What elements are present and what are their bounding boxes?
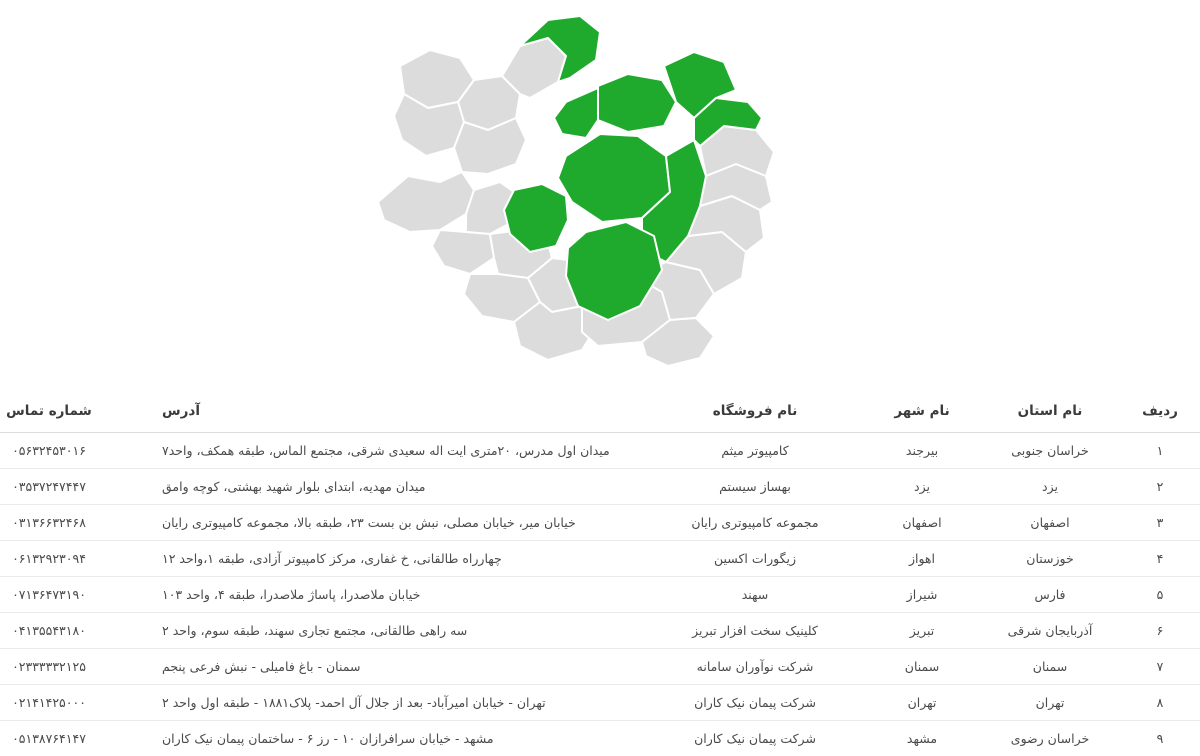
cell-radif: ۷ bbox=[1120, 649, 1200, 685]
cell-shahr: مشهد bbox=[864, 721, 980, 756]
table-row bbox=[0, 433, 1200, 469]
table-row bbox=[0, 541, 1200, 577]
cell-address: چهارراه طالقانی، خ غفاری، مرکز کامپیوتر آزادی، طبقه ۱،واحد ۱۲ bbox=[138, 541, 646, 577]
cell-address: خیابان ملاصدرا، پاساژ ملاصدرا، طبقه ۴، واحد ۱۰۳ bbox=[138, 577, 646, 613]
cell-tel: ۰۴۱۳۵۵۴۳۱۸۰ bbox=[0, 613, 138, 649]
cell-radif: ۴ bbox=[1120, 541, 1200, 577]
cell-shop: مجموعه کامپیوتری رایان bbox=[646, 505, 864, 541]
cell-ostan: فارس bbox=[980, 577, 1120, 613]
table-row bbox=[0, 469, 1200, 505]
cell-tel: ۰۵۱۳۸۷۶۴۱۴۷ bbox=[0, 721, 138, 756]
cell-tel: ۰۶۱۳۲۹۲۳۰۹۴ bbox=[0, 541, 138, 577]
cell-ostan: خوزستان bbox=[980, 541, 1120, 577]
table-row bbox=[0, 649, 1200, 685]
cell-shahr: تهران bbox=[864, 685, 980, 721]
cell-shahr: یزد bbox=[864, 469, 980, 505]
branches-table-container bbox=[0, 392, 1200, 756]
cell-tel: ۰۲۱۴۱۴۲۵۰۰۰ bbox=[0, 685, 138, 721]
table-row bbox=[0, 613, 1200, 649]
cell-address: خیابان میر، خیابان مصلی، نبش بن بست ۲۳، طبقه بالا، مجموعه کامپیوتری رایان bbox=[138, 505, 646, 541]
cell-address: سه راهی طالقانی، مجتمع تجاری سهند، طبقه سوم، واحد ۲ bbox=[138, 613, 646, 649]
cell-ostan: خراسان جنوبی bbox=[980, 433, 1120, 469]
column-header-tel: شماره تماس bbox=[0, 392, 138, 433]
cell-tel: ۰۷۱۳۶۴۷۳۱۹۰ bbox=[0, 577, 138, 613]
cell-address: میدان اول مدرس، ۲۰متری ایت اله سعیدی شرقی، مجتمع الماس، طبقه همکف، واحد۷ bbox=[138, 433, 646, 469]
province-shape bbox=[432, 230, 494, 274]
cell-shop: کامپیوتر میثم bbox=[646, 433, 864, 469]
cell-ostan: خراسان رضوی bbox=[980, 721, 1120, 756]
cell-radif: ۵ bbox=[1120, 577, 1200, 613]
cell-shahr: اهواز bbox=[864, 541, 980, 577]
cell-ostan: اصفهان bbox=[980, 505, 1120, 541]
cell-ostan: تهران bbox=[980, 685, 1120, 721]
cell-shahr: اصفهان bbox=[864, 505, 980, 541]
cell-shahr: بیرجند bbox=[864, 433, 980, 469]
cell-radif: ۱ bbox=[1120, 433, 1200, 469]
branches-table bbox=[0, 392, 1200, 756]
cell-ostan: آذربایجان شرقی bbox=[980, 613, 1120, 649]
cell-radif: ۹ bbox=[1120, 721, 1200, 756]
table-body bbox=[0, 433, 1200, 756]
cell-shop: بهساز سیستم bbox=[646, 469, 864, 505]
table-head bbox=[0, 392, 1200, 433]
column-header-radif: ردیف bbox=[1120, 392, 1200, 433]
table-row bbox=[0, 505, 1200, 541]
cell-shop: شرکت پیمان نیک کاران bbox=[646, 685, 864, 721]
iran-map bbox=[370, 6, 830, 386]
cell-tel: ۰۳۱۳۶۶۳۲۴۶۸ bbox=[0, 505, 138, 541]
cell-tel: ۰۵۶۳۲۴۵۳۰۱۶ bbox=[0, 433, 138, 469]
cell-radif: ۸ bbox=[1120, 685, 1200, 721]
cell-shop: شرکت نوآوران سامانه bbox=[646, 649, 864, 685]
table-row bbox=[0, 577, 1200, 613]
column-header-shahr: نام شهر bbox=[864, 392, 980, 433]
province-shape bbox=[378, 172, 474, 232]
cell-radif: ۶ bbox=[1120, 613, 1200, 649]
cell-shop: زیگورات اکسین bbox=[646, 541, 864, 577]
cell-radif: ۳ bbox=[1120, 505, 1200, 541]
table-row bbox=[0, 721, 1200, 756]
cell-address: میدان مهدیه، ابتدای بلوار شهید بهشتی، کوچه وامق bbox=[138, 469, 646, 505]
province-shape-highlighted bbox=[554, 88, 598, 138]
cell-ostan: یزد bbox=[980, 469, 1120, 505]
cell-shahr: تبریز bbox=[864, 613, 980, 649]
cell-radif: ۲ bbox=[1120, 469, 1200, 505]
column-header-address: آدرس bbox=[138, 392, 646, 433]
cell-address: سمنان - باغ فامیلی - نبش فرعی پنجم bbox=[138, 649, 646, 685]
cell-shop: شرکت پیمان نیک کاران bbox=[646, 721, 864, 756]
cell-shop: سهند bbox=[646, 577, 864, 613]
cell-shahr: سمنان bbox=[864, 649, 980, 685]
province-shape-highlighted bbox=[598, 74, 676, 132]
cell-shop: کلینیک سخت افزار تبریز bbox=[646, 613, 864, 649]
cell-tel: ۰۳۵۳۷۲۴۷۴۴۷ bbox=[0, 469, 138, 505]
cell-ostan: سمنان bbox=[980, 649, 1120, 685]
cell-tel: ۰۲۳۳۳۳۳۲۱۲۵ bbox=[0, 649, 138, 685]
cell-shahr: شیراز bbox=[864, 577, 980, 613]
column-header-ostan: نام استان bbox=[980, 392, 1120, 433]
cell-address: مشهد - خیابان سرافرازان ۱۰ - رز ۶ - ساختمان پیمان نیک کاران bbox=[138, 721, 646, 756]
table-row bbox=[0, 685, 1200, 721]
column-header-shop: نام فروشگاه bbox=[646, 392, 864, 433]
table-header-row bbox=[0, 392, 1200, 433]
cell-address: تهران - خیابان امیرآباد- بعد از جلال آل احمد- پلاک۱۸۸۱ - طبقه اول واحد ۲ bbox=[138, 685, 646, 721]
